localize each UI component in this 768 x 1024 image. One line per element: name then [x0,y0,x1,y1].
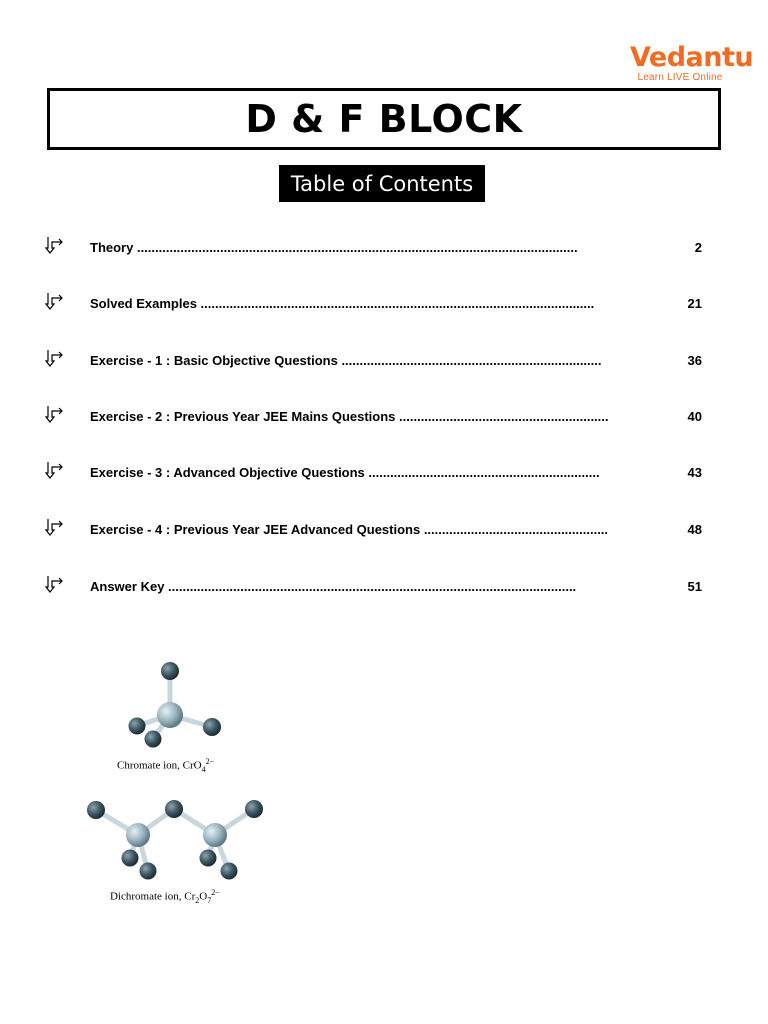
toc-item[interactable] [45,405,725,429]
dichromate-ion-figure [80,795,275,887]
toc-item-page: 51 [687,579,702,594]
toc-item-page: 21 [687,296,702,311]
hollow-arrow-icon [45,405,63,423]
toc-item-label: Exercise - 1 : Basic Objective Questions ........................................................................ [90,353,602,368]
toc-item[interactable] [45,575,725,599]
hollow-arrow-icon [45,575,63,593]
toc-item[interactable] [45,349,725,373]
dichromate-caption [110,888,220,905]
hollow-arrow-icon [45,349,63,367]
toc-item-label: Exercise - 3 : Advanced Objective Questions ................................................................ [90,465,600,480]
toc-heading [279,165,485,202]
hollow-arrow-icon [45,461,63,479]
dichromate-caption-oxygen: O [199,890,208,903]
vedantu-logo [630,42,754,83]
dichromate-caption-sub2: 7 [207,895,212,905]
logo-brand: Vedantu [630,42,754,73]
toc-item-page: 48 [687,522,702,537]
toc-heading-text: Table of Contents [290,171,474,196]
chromate-ion-figure [115,655,245,755]
toc-item-label: Theory .......................................................................................................................... [90,240,578,255]
chromate-caption-subscript: 4 [201,764,206,774]
dichromate-caption-text: Dichromate ion, Cr [110,890,196,903]
toc-item-page: 2 [694,240,702,255]
toc-item-label: Answer Key ................................................................................................................. [90,579,577,594]
toc-item[interactable] [45,236,725,260]
chromate-caption [117,757,214,774]
toc-item[interactable] [45,461,725,485]
toc-item-label: Exercise - 2 : Previous Year JEE Mains Questions .......................................................... [90,409,609,424]
chromate-caption-charge: 2− [205,757,215,766]
logo-tagline: Learn LIVE Online [637,72,723,83]
dichromate-caption-sub1: 2 [195,895,200,905]
toc-item-page: 36 [687,353,702,368]
title-box [47,88,721,150]
chromate-caption-text: Chromate ion, CrO [117,759,202,772]
page-title: D & F BLOCK [245,97,523,141]
hollow-arrow-icon [45,292,63,310]
toc-item[interactable] [45,518,725,542]
hollow-arrow-icon [45,236,63,254]
toc-item-label: Exercise - 4 : Previous Year JEE Advanced Questions ................................................... [90,522,609,537]
toc-item-label: Solved Examples ............................................................................................................. [90,296,595,311]
hollow-arrow-icon [45,518,63,536]
toc-item-page: 43 [687,465,702,480]
toc-item-page: 40 [687,409,702,424]
toc-item[interactable] [45,292,725,316]
dichromate-caption-charge: 2− [211,888,220,897]
